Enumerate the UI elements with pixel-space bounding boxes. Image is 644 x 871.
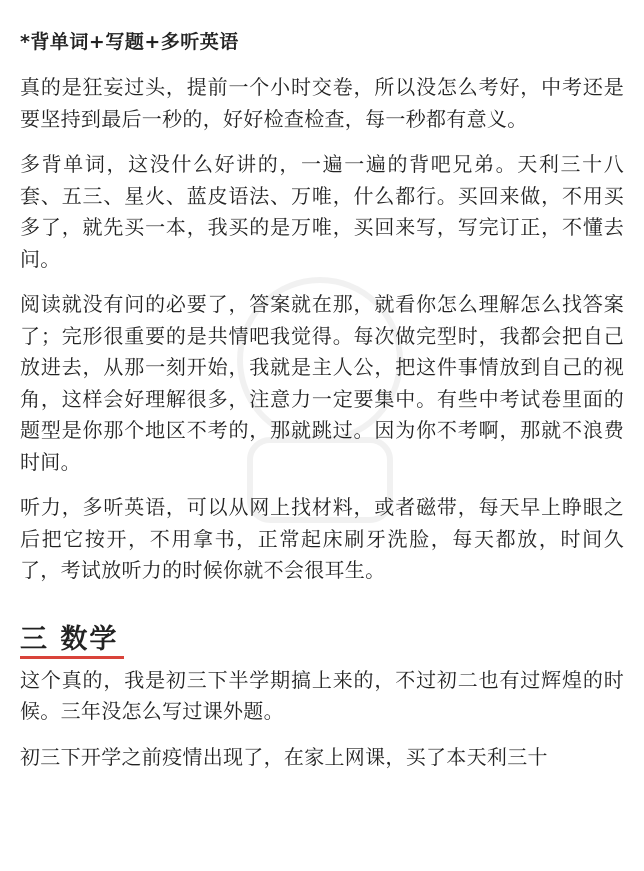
section-title-underline — [20, 656, 124, 659]
section-title-text: 三 数学 — [20, 623, 119, 655]
paragraph-4: 听力，多听英语，可以从网上找材料，或者磁带，每天早上睁眼之后把它按开，不用拿书，正常起床刷牙洗脸，每天都放，时间久了，考试放听力的时候你就不会很耳生。 — [20, 495, 624, 582]
section-title — [20, 621, 124, 659]
subheading: *背单词+写题+多听英语 — [20, 31, 239, 53]
paragraph-2: 多背单词，这没什么好讲的，一遍一遍的背吧兄弟。天利三十八套、五三、星火、蓝皮语法、万唯，什么都行。买回来做，不用买多了，就先买一本，我买的是万唯，买回来写，写完订正，不懂去问。 — [20, 152, 624, 271]
section-paragraph-1: 这个真的，我是初三下半学期搞上来的，不过初二也有过辉煌的时候。三年没怎么写过课外题。 — [20, 667, 624, 723]
paragraph-1: 真的是狂妄过头，提前一个小时交卷，所以没怎么考好，中考还是要坚持到最后一秒的，好好检查检查，每一秒都有意义。 — [20, 75, 624, 131]
paragraph-3: 阅读就没有问的必要了，答案就在那，就看你怎么理解怎么找答案了；完形很重要的是共情吧我觉得。每次做完型时，我都会把自己放进去，从那一刻开始，我就是主人公，把这件事情放到自己的视角，这样会好理解很多，注意力一定要集中。有些中考试卷里面的题型是你那个地区不考的，那就跳过。因为你不考啊，那就不浪费时间。 — [20, 292, 624, 474]
section-paragraph-2: 初三下开学之前疫情出现了，在家上网课，买了本天利三十 — [20, 744, 548, 769]
